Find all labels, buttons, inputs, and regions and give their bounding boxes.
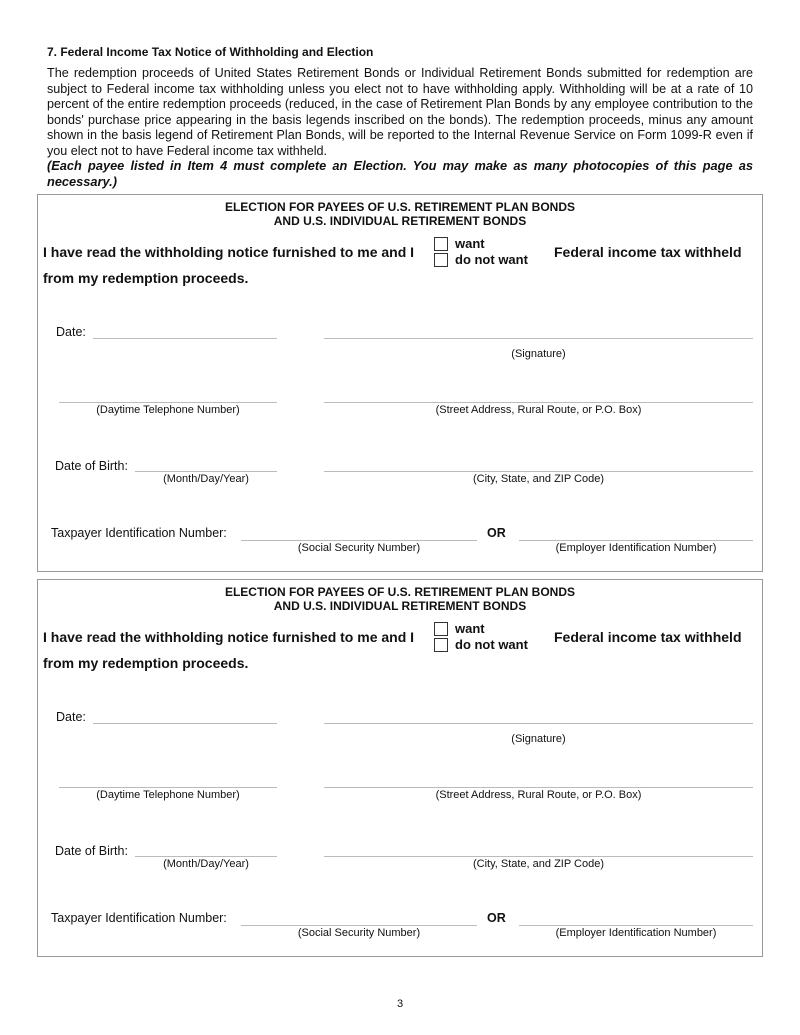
date-label: Date: xyxy=(56,710,86,724)
election-box xyxy=(37,579,763,957)
ssn-caption: (Social Security Number) xyxy=(297,542,421,554)
phone-field[interactable] xyxy=(59,402,277,403)
ein-caption: (Employer Identification Number) xyxy=(555,927,717,939)
signature-field[interactable] xyxy=(324,338,753,339)
election-title-line2: AND U.S. INDIVIDUAL RETIREMENT BONDS xyxy=(273,214,527,228)
election-instruction: (Each payee listed in Item 4 must complete an Election. You may make as many photocopies of this page as necessary.) xyxy=(47,158,753,189)
address-field[interactable] xyxy=(324,787,753,788)
do-not-want-checkbox[interactable] xyxy=(434,253,448,267)
phone-field[interactable] xyxy=(59,787,277,788)
phone-caption: (Daytime Telephone Number) xyxy=(96,404,240,416)
city-caption: (City, State, and ZIP Code) xyxy=(472,473,605,485)
date-field[interactable] xyxy=(93,723,277,724)
ssn-field[interactable] xyxy=(241,925,477,926)
want-checkbox[interactable] xyxy=(434,237,448,251)
election-title-line1: ELECTION FOR PAYEES OF U.S. RETIREMENT PLAN BONDS xyxy=(224,200,576,214)
signature-caption: (Signature) xyxy=(511,733,566,745)
statement-continued: from my redemption proceeds. xyxy=(43,655,249,671)
election-title-line2: AND U.S. INDIVIDUAL RETIREMENT BONDS xyxy=(273,599,527,613)
ein-field[interactable] xyxy=(519,925,753,926)
statement-start: I have read the withholding notice furnished to me and I xyxy=(43,244,415,260)
date-field[interactable] xyxy=(93,338,277,339)
dob-caption: (Month/Day/Year) xyxy=(163,858,249,870)
address-field[interactable] xyxy=(324,402,753,403)
dob-caption: (Month/Day/Year) xyxy=(163,473,249,485)
want-checkbox[interactable] xyxy=(434,622,448,636)
tin-label: Taxpayer Identification Number: xyxy=(51,526,227,540)
section-heading: 7. Federal Income Tax Notice of Withholding and Election xyxy=(47,45,374,59)
dob-field[interactable] xyxy=(135,471,277,472)
ssn-caption: (Social Security Number) xyxy=(297,927,421,939)
city-field[interactable] xyxy=(324,471,753,472)
do-not-want-checkbox[interactable] xyxy=(434,638,448,652)
address-caption: (Street Address, Rural Route, or P.O. Box) xyxy=(435,789,642,801)
dob-field[interactable] xyxy=(135,856,277,857)
withholding-notice: The redemption proceeds of United States Retirement Bonds or Individual Retirement Bonds submitted for redemption are subject to Federal income tax withholding unless you elect not to have withholding apply. Withholding will be at a rate of 10 percent of the entire redemption proceeds (reduced, in the case of Retirement Plan Bonds by any employee contribution to the bonds' purchase price appearing in the basis legends inscribed on the bonds). The redemption proceeds, minus any amount shown in the basis legend of Retirement Plan Bonds, will be reported to the Internal Revenue Service on Form 1099-R even if you elect not to have Federal income tax withheld. xyxy=(47,66,753,158)
want-label: want xyxy=(455,621,485,636)
statement-end: Federal income tax withheld xyxy=(554,629,742,645)
address-caption: (Street Address, Rural Route, or P.O. Box) xyxy=(435,404,642,416)
city-caption: (City, State, and ZIP Code) xyxy=(472,858,605,870)
phone-caption: (Daytime Telephone Number) xyxy=(96,789,240,801)
ein-caption: (Employer Identification Number) xyxy=(555,542,717,554)
ein-field[interactable] xyxy=(519,540,753,541)
signature-field[interactable] xyxy=(324,723,753,724)
statement-end: Federal income tax withheld xyxy=(554,244,742,260)
page-number: 3 xyxy=(396,998,404,1010)
statement-start: I have read the withholding notice furnished to me and I xyxy=(43,629,415,645)
statement-continued: from my redemption proceeds. xyxy=(43,270,249,286)
election-box xyxy=(37,194,763,572)
ssn-field[interactable] xyxy=(241,540,477,541)
city-field[interactable] xyxy=(324,856,753,857)
want-label: want xyxy=(455,236,485,251)
dob-label: Date of Birth: xyxy=(55,844,128,858)
do-not-want-label: do not want xyxy=(455,252,528,267)
do-not-want-label: do not want xyxy=(455,637,528,652)
date-label: Date: xyxy=(56,325,86,339)
signature-caption: (Signature) xyxy=(511,348,566,360)
election-title-line1: ELECTION FOR PAYEES OF U.S. RETIREMENT PLAN BONDS xyxy=(224,585,576,599)
tin-label: Taxpayer Identification Number: xyxy=(51,911,227,925)
or-label: OR xyxy=(487,526,506,540)
or-label: OR xyxy=(487,911,506,925)
dob-label: Date of Birth: xyxy=(55,459,128,473)
